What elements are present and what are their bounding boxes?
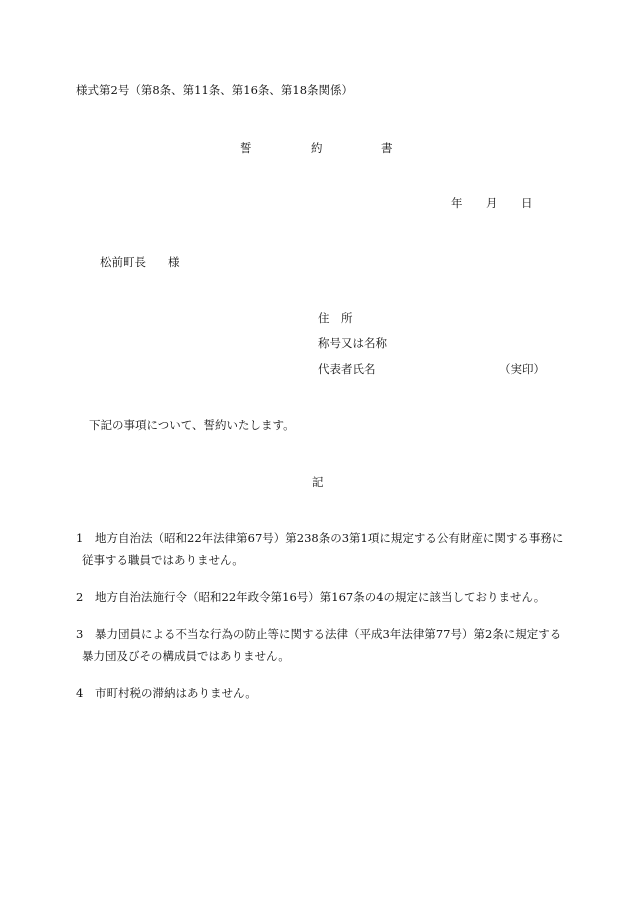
addressee-name: 松前町長 [100, 255, 146, 269]
title-char-1: 誓 [240, 141, 252, 155]
item-number: 3 [76, 627, 84, 641]
item-number: 1 [76, 531, 84, 545]
item-number: 2 [76, 590, 84, 604]
list-item [76, 527, 566, 571]
ki-heading: 記 [312, 475, 324, 489]
item-text-continued: 従事する職員ではありません。 [82, 553, 244, 567]
date-day-label: 日 [521, 196, 533, 210]
list-item [76, 682, 566, 704]
addressee [100, 257, 180, 269]
addressee-honorific: 様 [168, 255, 180, 269]
date-year-label: 年 [451, 196, 463, 210]
company-name-label: 称号又は名称 [318, 336, 387, 350]
date-month-label: 月 [486, 196, 498, 210]
list-item [76, 586, 566, 608]
title-char-2: 約 [311, 141, 323, 155]
address-label: 住 所 [318, 311, 353, 325]
item-number: 4 [76, 686, 84, 700]
representative-name-label: 代表者氏名 [318, 362, 376, 376]
title-char-3: 書 [381, 141, 393, 155]
form-number: 様式第2号（第8条、第11条、第16条、第18条関係） [76, 83, 354, 97]
item-text: 地方自治法（昭和22年法律第67号）第238条の3第1項に規定する公有財産に関する事務に [95, 531, 564, 545]
item-text: 地方自治法施行令（昭和22年政令第16号）第167条の4の規定に該当しておりません。 [95, 590, 546, 604]
item-text: 暴力団員による不当な行為の防止等に関する法律（平成3年法律第77号）第2条に規定する [95, 627, 562, 641]
seal-note: （実印） [499, 362, 545, 376]
list-item [76, 623, 566, 667]
item-text-continued: 暴力団及びその構成員ではありません。 [82, 649, 290, 663]
intro-text: 下記の事項について、誓約いたします。 [89, 418, 295, 432]
item-text: 市町村税の滞納はありません。 [95, 686, 257, 700]
